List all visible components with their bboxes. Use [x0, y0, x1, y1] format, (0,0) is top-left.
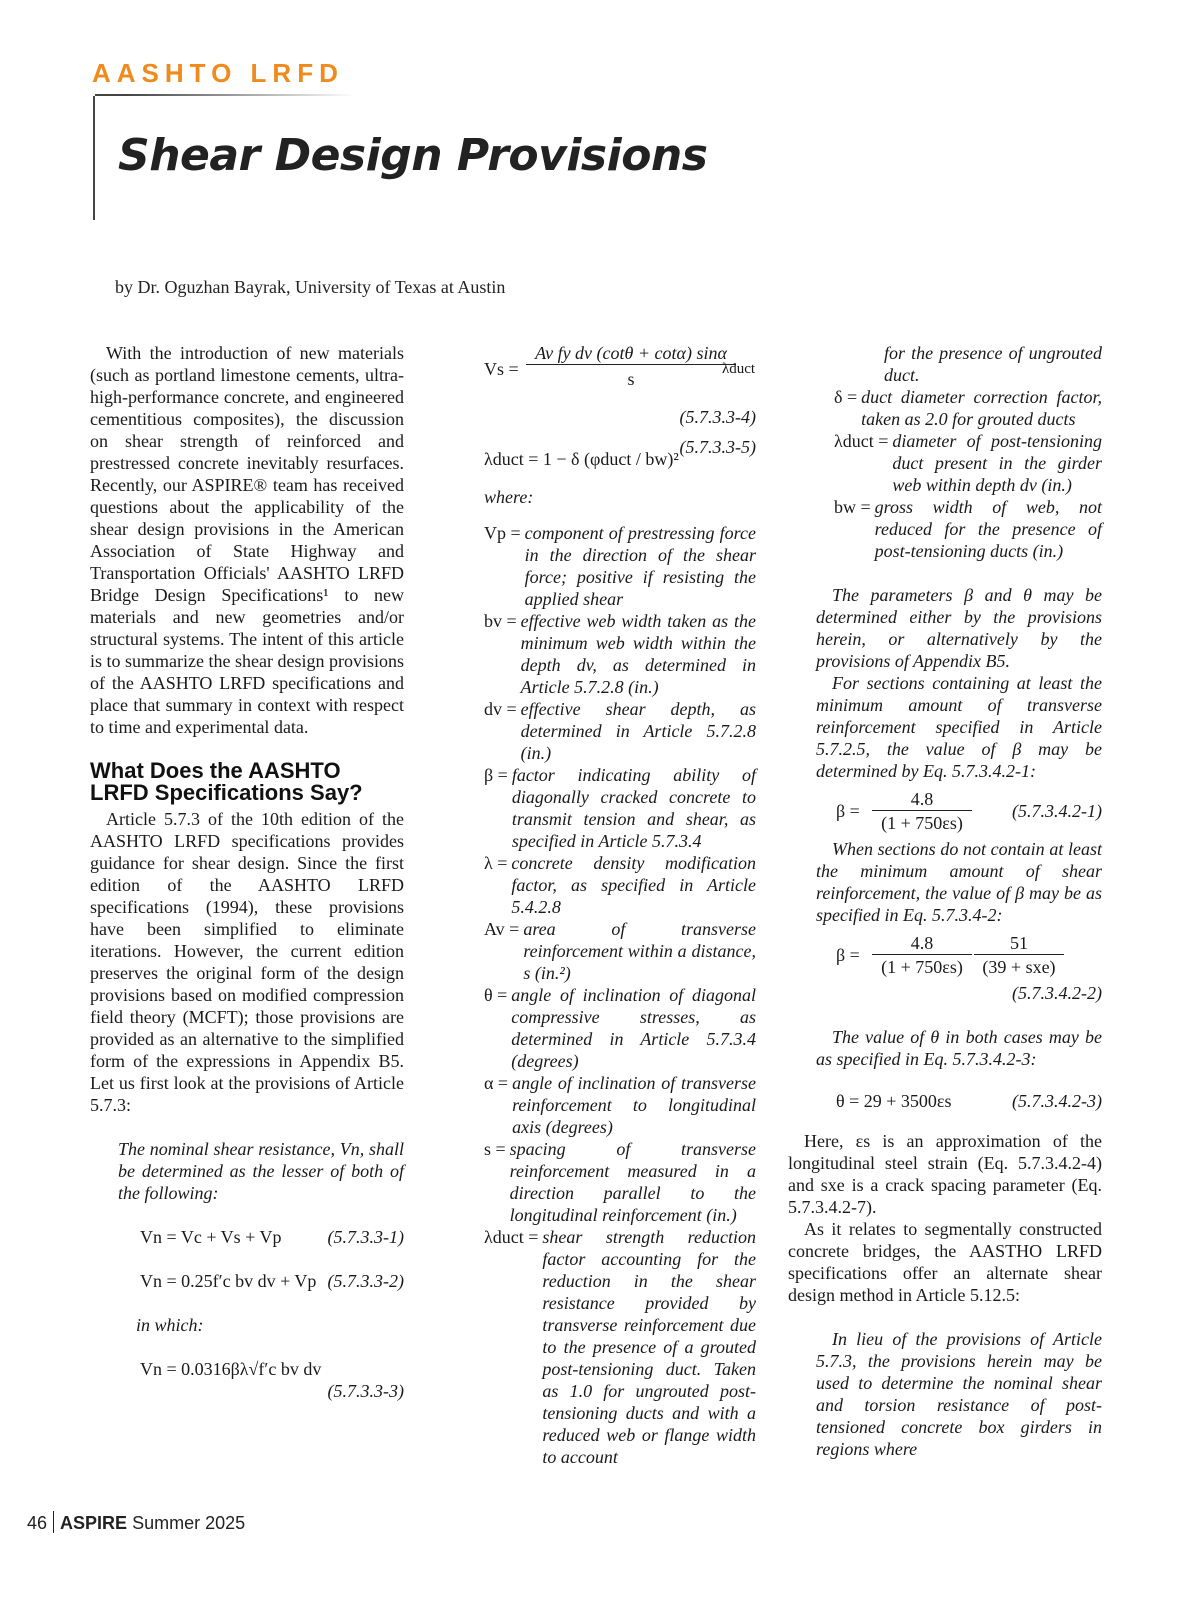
definition-continuation: for the presence of ungrouted duct.	[884, 343, 1102, 385]
def-item: θ = angle of inclination of diagonal compressive stresses, as determined in Article 5.7.3.4 (degrees)	[484, 985, 756, 1071]
equation-block	[140, 1226, 404, 1314]
page-footer	[27, 1511, 245, 1534]
body-paragraph: When sections do not contain at least the minimum amount of shear reinforcement, the value of β may be as specified in Eq. 5.7.3.4-2:	[816, 839, 1102, 925]
column-3	[788, 342, 1102, 1460]
magazine-brand: ASPIRE	[60, 1513, 128, 1533]
equation-5.7.3.3-1: Vn = Vc + Vs + Vp (5.7.3.3-1)	[140, 1227, 404, 1247]
in-which-label: in which:	[136, 1315, 204, 1335]
def-item: λduct = diameter of post-tensioning duct present in the girder web within depth dv (in.)	[834, 431, 1102, 495]
column-1	[90, 342, 404, 1402]
body-paragraph: Article 5.7.3 of the 10th edition of the AASHTO LRFD specifications provides guidance for shear design. Since the first edition of the AASHTO LRFD specifications (1994), these provisions have been simplified to eliminate iterations. However, the current edition preserves the original form of the design provisions based on modified compression field theory (MCFT); those provisions are provided as an alternative to the simplified form of the expressions in Appendix B5. Let us first look at the provisions of Article 5.7.3:	[90, 809, 404, 1115]
page-number: 46	[27, 1513, 48, 1533]
definition-list	[834, 386, 1102, 562]
equation-5.7.3.3-2: Vn = 0.25f′c bv dv + Vp (5.7.3.3-2)	[140, 1271, 404, 1291]
def-item: bw = gross width of web, not reduced for the presence of post-tensioning ducts (in.)	[834, 497, 1102, 561]
section-heading: What Does the AASHTO LRFD Specifications Say?	[90, 758, 363, 805]
equation-tag: (5.7.3.3-4)	[679, 407, 756, 427]
body-paragraph: Here, εs is an approximation of the longitudinal steel strain (Eq. 5.7.3.4.2-4) and sxe is a crack spacing parameter (Eq. 5.7.3.4.2-7).	[788, 1131, 1102, 1217]
quote-text: In lieu of the provisions of Article 5.7.3, the provisions herein may be used to determine the nominal shear and torsion resistance of post-tensioned concrete box girders in regions where	[816, 1329, 1102, 1459]
equation-5.7.3.4.2-1: β = 4.8 (1 + 750εs) (5.7.3.4.2-1)	[836, 789, 1102, 833]
body-paragraph: As it relates to segmentally constructed concrete bridges, the AASTHO LRFD specifications offer an alternate shear design method in Article 5.12.5:	[788, 1219, 1102, 1305]
def-item: λduct = shear strength reduction factor accounting for the reduction in the shear resistance provided by transverse reinforcement due to the presence of a grouted post-tensioning duct. Taken as 1.0 for ungrouted post-tensioning ducts and with a reduced web or flange width to account	[484, 1227, 756, 1467]
column-2	[484, 342, 756, 1468]
def-item: dv = effective shear depth, as determined in Article 5.7.2.8 (in.)	[484, 699, 756, 763]
body-paragraph: The parameters β and θ may be determined either by the provisions herein, or alternatively by the provisions of Appendix B5.	[816, 585, 1102, 671]
equation-5.7.3.4.2-2: β = 4.8 (1 + 750εs) 51 (39 + sxe)	[816, 932, 1102, 982]
equation-tag: (5.7.3.4.2-2)	[1012, 983, 1102, 1003]
def-item: λ = concrete density modification factor, as specified in Article 5.4.2.8	[484, 853, 756, 917]
def-item: Vp = component of prestressing force in the direction of the shear force; positive if resisting the applied shear	[484, 523, 756, 609]
section-kicker: AASHTO LRFD	[92, 58, 344, 88]
equation-5.7.3.3-4: Vs = Av fy dv (cotθ + cotα) sinα s λduct	[484, 343, 756, 389]
quote-text: The nominal shear resistance, Vn, shall be determined as the lesser of both of the following:	[118, 1139, 404, 1203]
where-label: where:	[484, 487, 534, 507]
intro-paragraph: With the introduction of new materials (such as portland limestone cements, ultra-high-performance concrete, and engineered cementitious composites), the discussion on shear strength of reinforced and prestressed concrete inevitably resurfaces. Recently, our ASPIRE® team has received questions about the applicability of the shear design provisions in the American Association of State Highway and Transportation Officials' AASHTO LRFD Bridge Design Specifications¹ to new materials and new geometries and/or structural systems. The intent of this article is to summarize the shear design provisions of the AASHTO LRFD specifications and place that summary in context with respect to time and experimental data.	[90, 343, 404, 737]
body-paragraph: The value of θ in both cases may be as specified in Eq. 5.7.3.4.2-3:	[816, 1027, 1102, 1069]
equation-5.7.3.3-5: λduct = 1 − δ (φduct / bw)² (5.7.3.3-5)	[484, 437, 756, 469]
page-title: Shear Design Provisions	[118, 130, 708, 181]
def-item: Av = area of transverse reinforcement within a distance, s (in.²)	[484, 919, 756, 983]
equation-5.7.3.3-3: Vn = 0.0316βλ√f′c bv dv (5.7.3.3-3)	[140, 1359, 404, 1401]
definition-list	[484, 522, 756, 1468]
def-item: s = spacing of transverse reinforcement measured in a direction parallel to the longitudinal reinforcement (in.)	[484, 1139, 756, 1225]
def-item: α = angle of inclination of transverse reinforcement to longitudinal axis (degrees)	[484, 1073, 756, 1137]
issue-label: Summer 2025	[132, 1513, 246, 1533]
def-item: β = factor indicating ability of diagonally cracked concrete to transmit tension and shear, as specified in Article 5.7.3.4	[484, 765, 756, 851]
def-item: bv = effective web width taken as the minimum web width within the depth dv, as determined in Article 5.7.2.8 (in.)	[484, 611, 756, 697]
footer-divider	[53, 1511, 54, 1533]
body-paragraph: For sections containing at least the minimum amount of transverse reinforcement specified in Article 5.7.2.5, the value of β may be determined by Eq. 5.7.3.4.2-1:	[816, 673, 1102, 781]
byline: by Dr. Oguzhan Bayrak, University of Texas at Austin	[115, 277, 506, 297]
def-item: δ = duct diameter correction factor, taken as 2.0 for grouted ducts	[834, 387, 1102, 429]
quoted-provisions	[816, 584, 1102, 1120]
equation-5.7.3.4.2-3: θ = 29 + 3500εs (5.7.3.4.2-3)	[836, 1091, 1102, 1111]
